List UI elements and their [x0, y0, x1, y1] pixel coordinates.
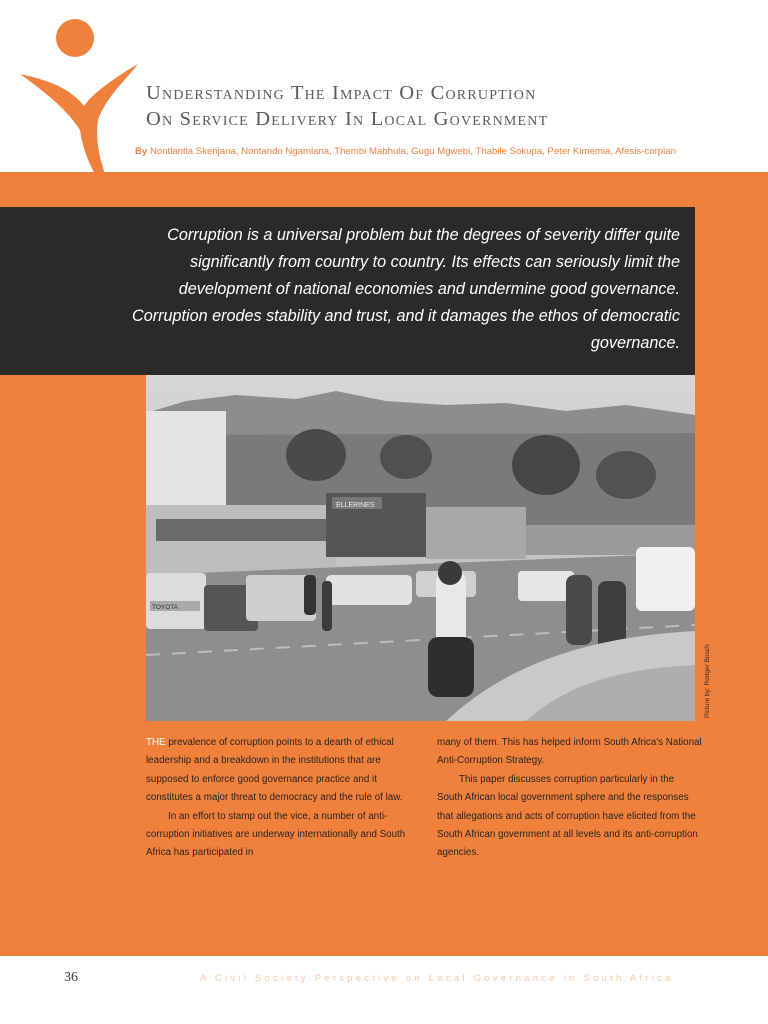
- paragraph-4: This paper discusses corruption particularly in the South African local government sphere and the responses that allegations and acts of corruption have elicited from the South African government at all levels and its anti-corruption agencies.: [437, 773, 698, 859]
- paragraph-1: [146, 734, 411, 808]
- person-figure-logo-icon: [18, 18, 148, 208]
- street-scene-illustration: [146, 375, 695, 721]
- sign-ellerines: ELLERINES: [336, 502, 375, 509]
- sign-toyota: TOYOTA: [152, 604, 179, 611]
- article-title-line-2: On Service Delivery In Local Government: [146, 108, 549, 130]
- body-column-right: [437, 734, 702, 863]
- drop-lead-word: THE: [146, 737, 166, 748]
- running-footer: A Civil Society Perspective on Local Governance in South Africa: [200, 973, 674, 984]
- photo-credit: Picture by: Rodger Bosch: [704, 644, 711, 718]
- page-number: 36: [64, 970, 78, 985]
- footer-area: [0, 956, 768, 1024]
- paragraph-3: many of them. This has helped inform South Africa's National Anti-Corruption Strategy.: [437, 737, 702, 767]
- article-title: [146, 80, 756, 132]
- paragraph-2: In an effort to stamp out the vice, a number of anti-corruption initiatives are underway internationally and South Africa has participated in: [146, 810, 406, 859]
- pull-quote: Corruption is a universal problem but the degrees of severity differ quite significantly from country to country. Its effects can seriously limit the development of national economies and undermine good governance. Corruption erodes stability and trust, and it damages the ethos of democratic governance.: [132, 226, 680, 352]
- byline-authors: Nontlantla Skenjana, Nontando Ngamlana, Thembi Mabhula, Gugu Mgwebi, Thabile Sokupa, Peter Kimemia, Afesis-corplan: [149, 146, 676, 157]
- article-title-line-1: Understanding The Impact Of Corruption: [146, 82, 537, 104]
- byline-prefix: By: [135, 146, 148, 157]
- byline: [135, 146, 755, 157]
- street-scene-photo: [146, 375, 695, 721]
- body-column-left: [146, 734, 411, 863]
- paragraph-1-text: prevalence of corruption points to a dearth of ethical leadership and a breakdown in the institutions that are supposed to enforce good governance practice and it constitutes a major threat to democracy and the rule of law.: [146, 737, 403, 804]
